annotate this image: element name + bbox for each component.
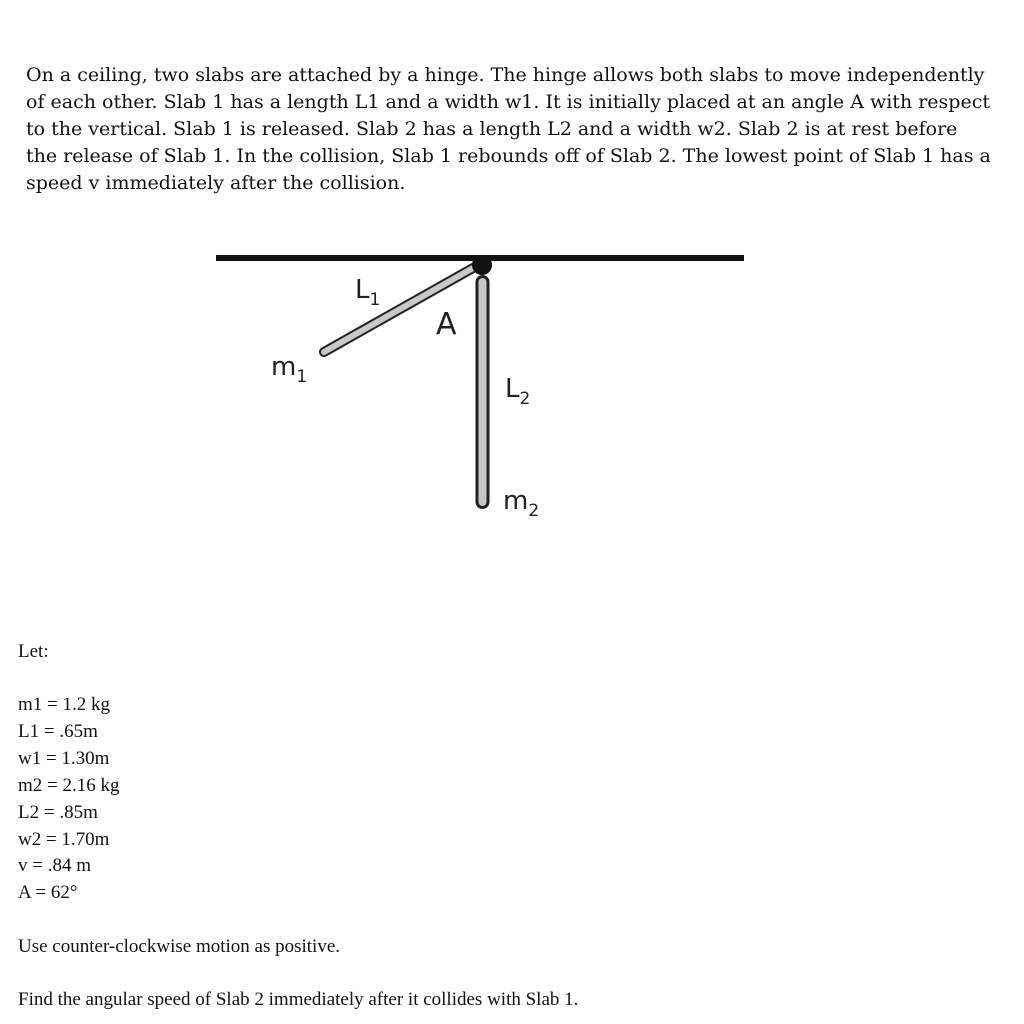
given-value: v = .84 m (18, 855, 91, 877)
label-l1: $L_1$ (355, 275, 381, 310)
given-value: w2 = 1.70m (18, 828, 110, 850)
given-value: L2 = .85m (18, 801, 98, 823)
given-value: L1 = .65m (18, 720, 98, 742)
given-value: m2 = 2.16 kg (18, 774, 120, 796)
given-value: A = 62° (18, 882, 78, 904)
sign-convention: Use counter-clockwise motion as positive. (18, 936, 341, 957)
slab-2 (476, 275, 490, 509)
given-value: m1 = 1.2 kg (18, 694, 110, 715)
problem-statement: On a ceiling, two slabs are attached by a hinge. The hinge allows both slabs to move independently of each other. Slab 1 has a length L1 and a width w1. It is initially placed at an angle A with respect to the vertical. Slab 1 is released. Slab 2 has a length L2 and a width w2. Slab 2 is at rest before the release of Slab 1. In the collision, Slab 1 rebounds off of Slab 2. The lowest point of Slab 1 has a speed v immediately after the collision. (26, 64, 991, 194)
label-angle-a: A (436, 307, 457, 342)
label-m2: $m_2$ (503, 486, 540, 521)
given-heading: Let: (18, 641, 49, 662)
hinge (472, 255, 492, 275)
label-l2: $L_2$ (505, 374, 531, 409)
given-value: w1 = 1.30m (18, 747, 110, 769)
label-m1: $m_1$ (271, 352, 308, 387)
question-text: Find the angular speed of Slab 2 immediately after it collides with Slab 1. (18, 989, 579, 1010)
given-values-list (18, 692, 120, 907)
